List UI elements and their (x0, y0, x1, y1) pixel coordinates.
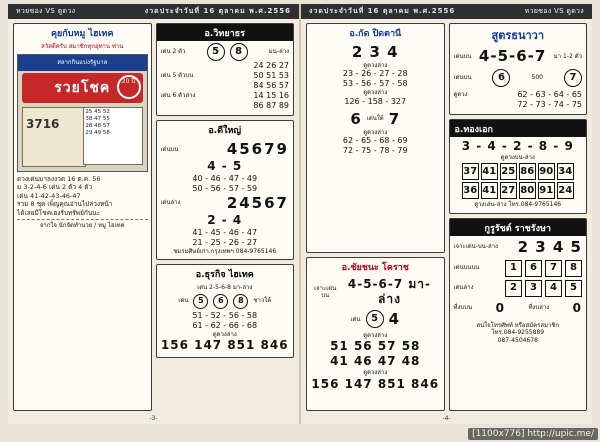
left-header-date: งวดประจำวันที่ 16 ตุลาคม พ.ศ.2556 (144, 7, 291, 15)
ticket-badge: 20 ปี (117, 75, 141, 99)
row-label: เด่น 5 ตัวบน (160, 72, 194, 80)
sutr-box (449, 23, 588, 115)
ticket-grid-row: 29 49 58 (85, 129, 110, 136)
main-article-title: คุยกับหมู ไฮเทค (50, 29, 114, 39)
deeyai-label-bottom: เด่นล่าง (160, 199, 181, 207)
note-line: รวม 8 ชุด เพ็ญคุณอ่านไปล่วงหน้า (17, 200, 113, 209)
sutr-row-2: 72 - 73 - 74 - 75 (517, 99, 582, 109)
thong-line-1: 3 - 4 - 2 - 8 - 9 (461, 138, 574, 153)
note-line: ได้เลยมีโชคเฮงรับทรัพย์กันนะ (17, 208, 101, 217)
left-col-1 (13, 23, 152, 411)
digit-circle: 6 (492, 69, 510, 87)
ao-witthaya-box (156, 23, 295, 116)
grid-cell: 41 (481, 163, 498, 180)
kok-top-numbers: 2 3 4 (351, 43, 399, 61)
right-header-date: งวดประจำวันที่ 16 ตุลาคม พ.ศ.2556 (309, 7, 456, 15)
digit-circle: 7 (564, 69, 582, 87)
row-values: 24 26 27 (253, 61, 289, 70)
ao-turakit-box (156, 264, 295, 358)
left-header-title: หวยซอง VS ดูดวง (16, 7, 76, 15)
ticket-number: 3716 (26, 117, 60, 131)
kok-left-digit: 6 (350, 109, 362, 128)
grid-cell: 80 (519, 182, 536, 199)
chai-sub-label: เจาะเด่นบน (314, 284, 337, 299)
kok-row-1: 23 - 26 - 27 - 28 (342, 69, 408, 79)
deeyai-line3: 40 - 46 - 47 - 49 (192, 173, 258, 183)
deeyai-line6: 41 - 45 - 46 - 47 (192, 227, 258, 237)
left-page-number: -3- (149, 415, 158, 422)
grid-cell: 86 (519, 163, 536, 180)
lottery-ticket-image (17, 54, 148, 172)
koorabot-label-2: เด่นบนบน (453, 264, 480, 272)
main-article-box (13, 23, 152, 411)
kok-label-3: เด่นใต้ (366, 115, 384, 123)
sutr-mid: 500 (531, 74, 543, 81)
digit-circle: 8 (230, 43, 248, 61)
left-col-2 (156, 23, 295, 411)
row-note: มน-ล่าง (268, 48, 289, 56)
contact-line-3: 087-4504678 (497, 336, 538, 344)
deeyai-line7: 21 - 25 - 26 - 27 (192, 237, 258, 247)
digit-square: 6 (525, 260, 542, 277)
grid-cell: 90 (538, 163, 555, 180)
turakit-list-2: 61 - 62 - 66 - 68 (192, 320, 258, 330)
koorabot-box (449, 218, 588, 411)
digit-square: 7 (545, 260, 562, 277)
kok-label-1: ดูดวงล่าง (363, 61, 388, 69)
grid-cell: 24 (557, 182, 574, 199)
row-values: 50 51 53 (253, 71, 289, 80)
digit-circle: 5 (366, 310, 384, 328)
chai-label: ดูดวงล่าง (363, 331, 388, 339)
ao-deeyai-title: อ.ดีใหญ่ (208, 126, 242, 136)
deeyai-contact: ชมรมศิษย์เก่า.กรุงเทพฯ 084-9765146 (173, 247, 277, 255)
chai-row-1: 51 56 57 58 (330, 339, 421, 354)
sutr-label-3: ดูดวง (453, 91, 468, 98)
grid-cell: 37 (462, 163, 479, 180)
main-article-footer: จากใจ นักจัดทำนวย / หมู ไฮเทค (39, 222, 125, 230)
grid-cell: 41 (481, 182, 498, 199)
chai-sub: 4-5-6-7 มา-ล่าง (347, 277, 432, 306)
turakit-bottom-numbers: 156 147 851 846 (160, 338, 289, 352)
right-col-1 (306, 23, 445, 411)
turakit-list-1: 51 - 52 - 56 - 58 (192, 310, 258, 320)
right-header-title: หวยซอง VS ดูดวง (524, 7, 584, 15)
deeyai-line4: 50 - 56 - 57 - 59 (192, 183, 258, 193)
grid-cell: 91 (538, 182, 555, 199)
ticket-band: สลากกินแบ่งรัฐบาล (18, 55, 147, 71)
digit-circle: 6 (213, 294, 228, 309)
koorabot-foot-right: 0 (572, 300, 582, 315)
ticket-grid-row: 28 48 57 (85, 122, 110, 129)
right-col-2 (449, 23, 588, 411)
koorabot-foot-left-label: ที่งบบน (453, 304, 473, 312)
chai-row-3: 156 147 851 846 (311, 376, 440, 391)
row-values: 84 56 57 (253, 81, 289, 90)
chai-label-2: ดูดวงล่าง (363, 369, 388, 377)
note-line: เด่น 41-42-43-46-47 (17, 191, 81, 200)
digit-square: 8 (565, 260, 582, 277)
thong-note: ดูวงเล่น-ล่าง โทร.084-9765146 (474, 201, 562, 209)
sutr-label-1: เด่นบน (453, 52, 472, 60)
kok-right-digit: 7 (388, 109, 401, 128)
kok-row-5: 72 - 75 - 78 - 79 (342, 146, 408, 155)
thong-box (449, 119, 588, 214)
page-spread (8, 4, 592, 424)
ao-witthaya-title: อ.วิทยาธร (157, 24, 294, 41)
sutr-tail: มา 1-2 ตัว (553, 52, 582, 60)
koorabot-title: กูรูรัชต์ ราชรังษา (450, 219, 587, 236)
digit-circle: 5 (193, 294, 208, 309)
left-header-bar (8, 4, 299, 19)
grid-cell: 27 (500, 182, 517, 199)
ao-kok-box (306, 23, 445, 253)
digit-square: 2 (505, 280, 522, 297)
ticket-grid-row: 38 47 55 (85, 115, 110, 122)
grid-cell: 25 (500, 163, 517, 180)
kok-label-4: ดูดวงล่าง (363, 128, 388, 136)
ticket-grid-row: 25 45 52 (85, 109, 110, 115)
right-header-bar (301, 4, 592, 19)
digit-circle: 5 (207, 43, 225, 61)
chai-mid-right: 4 (388, 310, 400, 328)
ticket-grid (83, 107, 142, 165)
koorabot-big: 2 3 4 5 (517, 237, 582, 256)
sutr-title: สูตรธนาวา (491, 29, 545, 42)
note-line: ม 3-2-4-6 เด่น 2 ตัว 4 ตัว (17, 183, 93, 192)
digit-square: 1 (505, 260, 522, 277)
kok-row-4: 62 - 65 - 68 - 69 (342, 136, 408, 145)
right-page (301, 4, 592, 424)
ticket-logo: รวยโชค (22, 73, 143, 103)
kok-row-2: 53 - 56 - 57 - 58 (342, 79, 408, 89)
chai-row-2: 41 46 47 48 (330, 354, 421, 369)
turakit-bottom-label: ดูดวงล่าง (212, 330, 237, 338)
thong-title: อ.ทองเอก (450, 120, 587, 137)
kok-row-3: 126 - 158 - 327 (344, 96, 407, 106)
grid-cell: 36 (462, 182, 479, 199)
ao-turakit-title: อ.ธุรกิจ ไฮเทค (195, 270, 254, 280)
main-article-subtitle: สวัสดีครับ สมาชิกทุกอุทาน ท่าน (41, 43, 124, 50)
thong-sub: ดูดวงบน-ล่าง (500, 153, 535, 161)
turakit-row-tail: ชาวใต้ (253, 297, 272, 305)
ao-chai-box (306, 257, 445, 411)
digit-circle: 8 (233, 294, 248, 309)
deeyai-line5: 2 - 4 (207, 212, 243, 227)
ao-chai-title: อ.ชัยชนะ โคราช (341, 263, 409, 273)
turakit-sub: เด่น 2-5-6-8 มา-ล่าง (197, 284, 253, 291)
koorabot-label-3: เด่นล่าง (453, 284, 474, 292)
row-label: เด่น 2 ตัว (160, 48, 186, 56)
koorabot-label-1: เจาะเด่น-บน-ล่าง (453, 243, 498, 251)
right-page-number: -4- (442, 415, 451, 422)
ticket-stub (22, 107, 86, 167)
sutr-big: 4-5-6-7 (478, 47, 547, 65)
row-label: เด่น 6 ตัวล่าง (160, 92, 196, 100)
scan-area (8, 4, 592, 424)
deeyai-bottom-number: 24567 (226, 193, 289, 212)
grid-cell: 34 (557, 163, 574, 180)
chai-mid-label: เด่น (350, 315, 361, 323)
left-page (8, 4, 301, 424)
sutr-label-2: เด่นบน (453, 74, 472, 81)
deeyai-top-number: 45679 (226, 140, 289, 158)
ao-deeyai-box (156, 120, 295, 260)
deeyai-label-top: เด่นบน (160, 145, 179, 153)
digit-square: 5 (565, 280, 582, 297)
watermark: [1100x776] http://upic.me/ (468, 428, 598, 440)
contact-line-2: โทร.084-9255889 (491, 329, 545, 336)
koorabot-foot-left: 0 (495, 300, 505, 315)
turakit-row-label: เด่น (178, 297, 189, 305)
digit-square: 3 (525, 280, 542, 297)
sutr-row-1: 62 - 63 - 64 - 65 (517, 89, 582, 99)
ao-kok-title: อ.กัด ปิดตานี (349, 29, 402, 39)
contact-line-1: สนใจโทรศัพท์ หรือสมัครสมาชิก (476, 321, 560, 329)
koorabot-foot-right-label: ที่งบล่าง (528, 304, 550, 312)
digit-square: 4 (545, 280, 562, 297)
kok-label-2: ดูดวงล่าง (363, 89, 388, 97)
note-line: ดวงเด่นมาลงงวด 16 ต.ค. 56 (17, 175, 101, 183)
row-values: 86 87 89 (253, 101, 289, 110)
row-values: 14 15 16 (253, 91, 289, 100)
right-columns (301, 19, 592, 411)
left-columns (8, 19, 299, 411)
deeyai-line2: 4 - 5 (207, 158, 243, 173)
